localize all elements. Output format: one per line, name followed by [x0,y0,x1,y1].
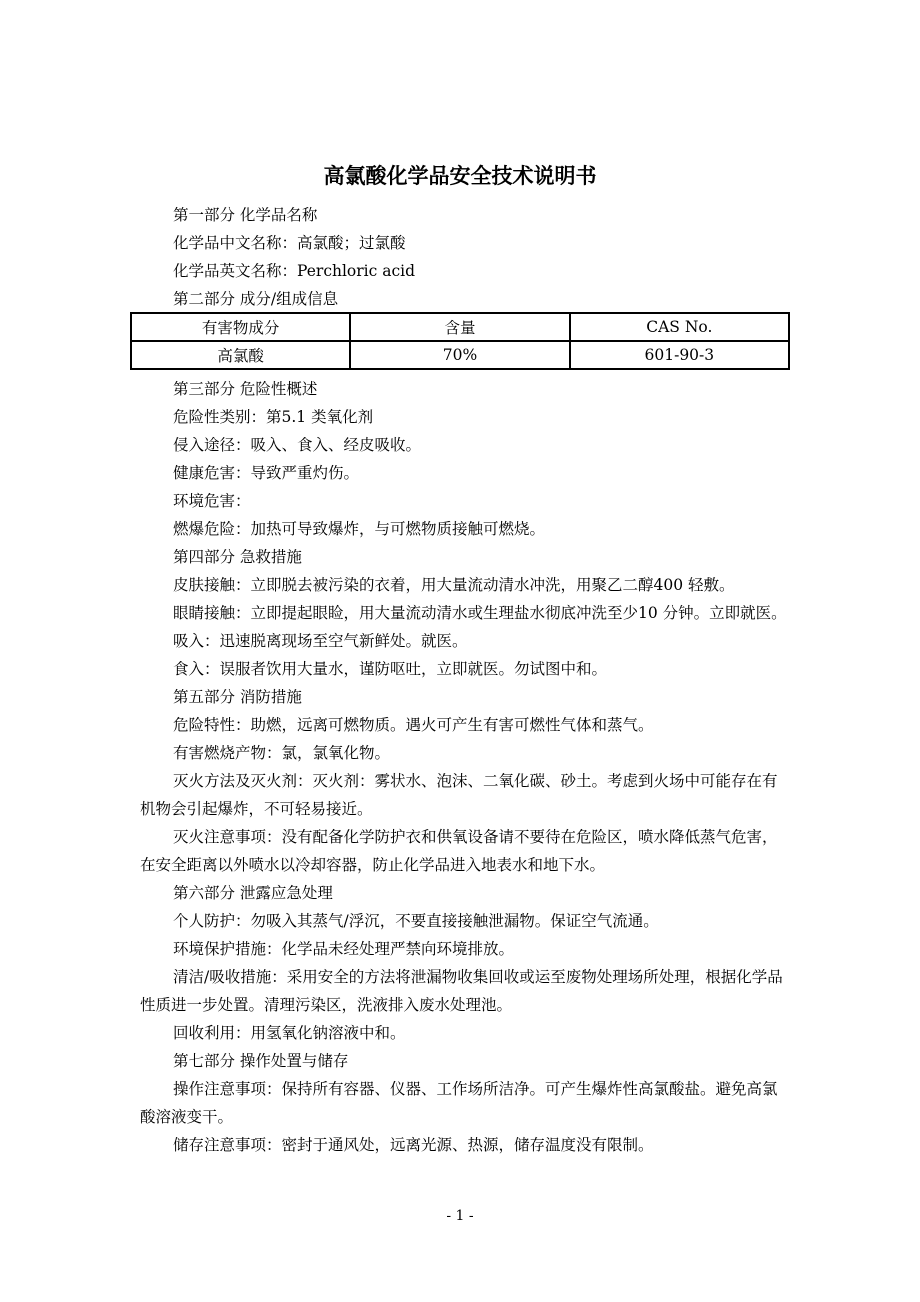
paragraph: 食入：误服者饮用大量水，谨防呕吐，立即就医。勿试图中和。 [173,660,608,678]
paragraph: 皮肤接触：立即脱去被污染的衣着，用大量流动清水冲洗，用聚乙二醇400 轻敷。 [173,576,735,594]
paragraph: 燃爆危险：加热可导致爆炸，与可燃物质接触可燃烧。 [173,520,546,538]
paragraph: 健康危害：导致严重灼伤。 [173,464,360,482]
table-cell: 601-90-3 [570,341,789,369]
section-heading: 第二部分 成分/组成信息 [173,290,339,308]
paragraph: 清洁/吸收措施：采用安全的方法将泄漏物收集回收或运至废物处理场所处理，根据化学品性质进一步处置。清理污染区，洗液排入废水处理池。 [140,968,783,1014]
paragraph: 危险特性：助燃，远离可燃物质。遇火可产生有害可燃性气体和蒸气。 [173,716,654,734]
table-cell: 高氯酸 [131,341,350,369]
table-header: 含量 [350,313,569,341]
section-heading: 第三部分 危险性概述 [173,380,318,398]
paragraph: 回收利用：用氢氧化钠溶液中和。 [173,1024,406,1042]
section-heading: 第七部分 操作处置与储存 [173,1052,349,1070]
table-header: 有害物成分 [131,313,350,341]
section-heading: 第四部分 急救措施 [173,548,302,566]
table-header: CAS No. [570,313,789,341]
paragraph: 有害燃烧产物：氯，氯氧化物。 [173,744,391,762]
section-heading: 第六部分 泄露应急处理 [173,884,333,902]
composition-table [130,312,790,370]
paragraph: 化学品中文名称：高氯酸；过氯酸 [173,234,406,252]
document-body [140,375,790,1159]
paragraph: 环境危害： [173,492,251,510]
paragraph: 储存注意事项：密封于通风处，远离光源、热源，储存温度没有限制。 [173,1136,654,1154]
section-heading: 第五部分 消防措施 [173,688,302,706]
paragraph: 个人防护：勿吸入其蒸气/浮沉，不要直接接触泄漏物。保证空气流通。 [173,912,659,930]
paragraph: 危险性类别：第5.1 类氧化剂 [173,408,374,426]
paragraph: 化学品英文名称：Perchloric acid [173,262,416,280]
paragraph: 灭火方法及灭火剂：灭火剂：雾状水、泡沫、二氧化碳、砂土。考虑到火场中可能存在有机物会引起爆炸，不可轻易接近。 [140,772,778,818]
page-number: - 1 - [446,1208,474,1224]
paragraph: 环境保护措施：化学品未经处理严禁向环境排放。 [173,940,515,958]
paragraph: 操作注意事项：保持所有容器、仪器、工作场所洁净。可产生爆炸性高氯酸盐。避免高氯酸溶液变干。 [140,1080,778,1126]
document-title: 高氯酸化学品安全技术说明书 [323,164,597,188]
table-row [131,341,789,369]
paragraph: 眼睛接触：立即提起眼睑，用大量流动清水或生理盐水彻底冲洗至少10 分钟。立即就医。 [173,604,787,622]
section-heading: 第一部分 化学品名称 [173,206,318,224]
table-cell: 70% [350,341,569,369]
table-header-row [131,313,789,341]
paragraph: 吸入：迅速脱离现场至空气新鲜处。就医。 [173,632,468,650]
section-intro [140,201,790,313]
paragraph: 灭火注意事项：没有配备化学防护衣和供氧设备请不要待在危险区，喷水降低蒸气危害，在安全距离以外喷水以冷却容器，防止化学品进入地表水和地下水。 [140,828,778,874]
paragraph: 侵入途径：吸入、食入、经皮吸收。 [173,436,422,454]
